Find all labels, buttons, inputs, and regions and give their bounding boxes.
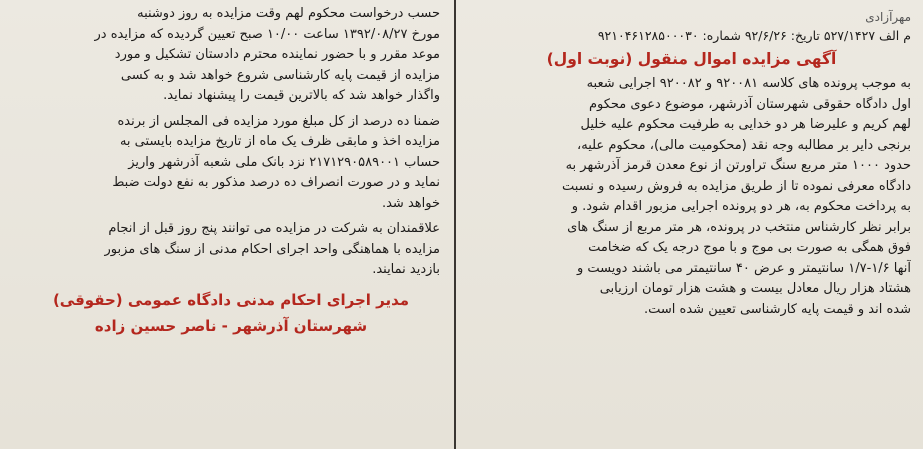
column-divider	[454, 0, 456, 449]
body-line: هشتاد هزار ریال معادل بیست و هشت هزار تومان ارزیابی	[599, 281, 911, 296]
body-line: به پرداخت محکوم به، هر دو پرونده اجرایی مزبور اقدام شود. و	[571, 199, 911, 214]
body-line: نماید و در صورت انصراف ده درصد مذکور به نفع دولت ضبط	[112, 175, 440, 190]
body-line: خواهد شد.	[381, 195, 440, 211]
body-line: واگذار خواهد شد که بالاترین قیمت را پیشنهاد نماید.	[163, 88, 440, 103]
body-line: برابر نظر کارشناس منتخب در پرونده، هر متر مربع از سنگ های	[567, 219, 911, 235]
body-line: بازدید نمایند.	[372, 262, 440, 277]
newspaper-name: مهرآزادی	[865, 10, 911, 24]
body-line: شده اند و قیمت پایه کارشناسی تعیین شده است.	[644, 301, 911, 317]
signature-block	[22, 287, 440, 339]
body-line: مزایده با هماهنگی واحد اجرای احکام مدنی از سنگ های مزبور	[104, 241, 440, 257]
body-line: آنها ۱/۶-۱/۷ سانتیمتر و عرض ۴۰ سانتیمتر می باشند دویست و	[576, 260, 911, 276]
signature-title: مدیر اجرای احکام مدنی دادگاه عمومی (حقوقی)	[52, 290, 410, 309]
body-line: دادگاه معرفی نموده تا از طریق مزایده به فروش رسیده و نسبت	[562, 178, 911, 194]
body-line: ضمنا ده درصد از کل مبلغ مورد مزایده فی المجلس از برنده	[117, 113, 440, 129]
notice-body	[472, 74, 911, 320]
auction-date-paragraph	[22, 4, 440, 107]
inspection-paragraph	[22, 219, 440, 281]
body-line: فوق همگی به صورت بی موج و با موج درجه یک که ضخامت	[588, 240, 911, 255]
body-line: علاقمندان به شرکت در مزایده می توانند پنج روز قبل از انجام	[108, 221, 440, 236]
signature-name: شهرستان آذرشهر - ناصر حسین زاده	[94, 316, 368, 335]
body-line: اول دادگاه حقوقی شهرستان آذرشهر، موضوع دعوی محکوم	[588, 96, 911, 112]
body-line: حدود ۱۰۰۰ متر مربع سنگ تراورتن از نوع معدن قرمز آذرشهر به	[565, 158, 911, 173]
right-column	[462, 0, 923, 449]
body-line: مزایده از قیمت پایه کارشناسی شروع خواهد شد و به کسی	[120, 67, 440, 83]
body-line: حساب ۲۱۷۱۲۹۰۵۸۹۰۰۱ نزد بانک ملی شعبه آذرشهر واریز	[128, 154, 440, 170]
deposit-paragraph	[22, 112, 440, 215]
body-line: لهم کریم و علیرضا هر دو خدایی به طرفیت محکوم علیه خلیل	[580, 117, 911, 132]
body-line: حسب درخواست محکوم لهم وقت مزایده به روز دوشنبه	[137, 6, 440, 21]
body-line: مورخ ۱۳۹۲/۰۸/۲۷ ساعت ۱۰/۰۰ صبح تعیین گردیده که مزایده در	[94, 26, 440, 42]
left-column	[0, 0, 452, 449]
body-line: به موجب پرونده های کلاسه ۹۲۰۰۸۱ و ۹۲۰۰۸۲ اجرایی شعبه	[586, 76, 911, 91]
notice-title: آگهی مزایده اموال منقول (نوبت اول)	[546, 50, 837, 68]
body-line: برنجی دایر بر مطالبه وجه نقد (محکومیت مالی)، محکوم علیه،	[577, 137, 911, 153]
body-line: موعد مقرر و با حضور نماینده محترم دادستان تشکیل و مورد	[114, 47, 440, 62]
body-line: مزایده اخذ و مابقی ظرف یک ماه از تاریخ مزایده بایستی به	[119, 134, 440, 149]
reference-line: م الف ۵۲۷/۱۴۲۷ تاریخ: ۹۲/۶/۲۶ شماره: ۹۲۱۰۴۶۱۲۸۵۰۰۰۳۰	[597, 28, 911, 43]
